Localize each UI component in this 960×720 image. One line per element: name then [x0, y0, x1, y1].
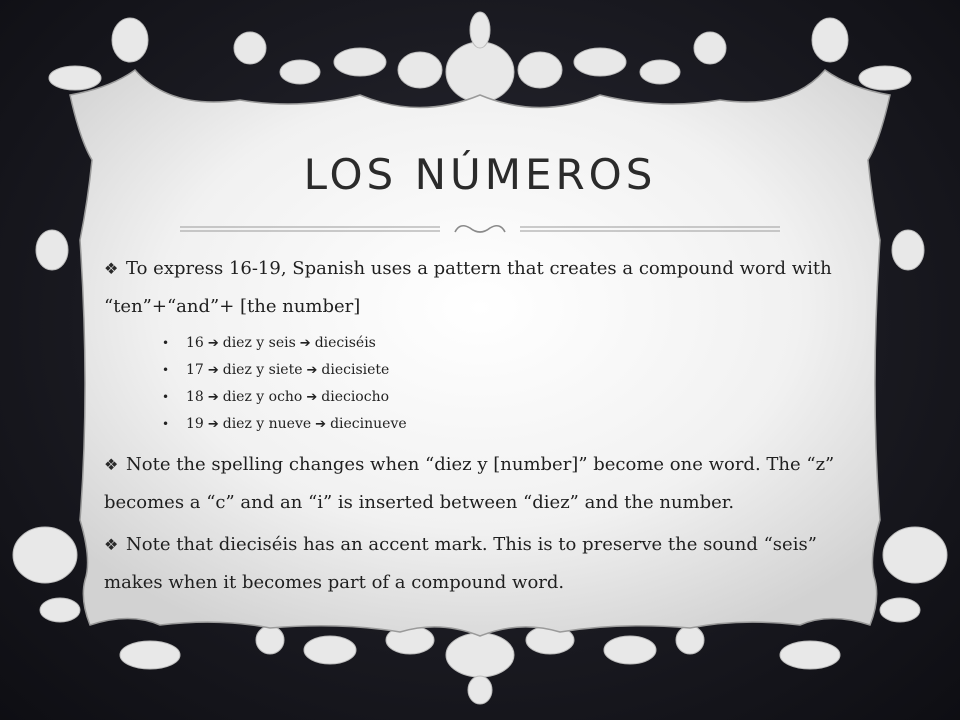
right-arrow-icon: ➔: [207, 363, 219, 378]
bullet-dot-icon: •: [162, 390, 170, 404]
bullet-3: [104, 526, 844, 602]
bullet-2-text: Note the spelling changes when “diez y [number]” become one word. The “z” becomes a “c” and an “i” is inserted between “diez” and the number.: [104, 454, 835, 513]
diamond-ornament-icon: ❖: [104, 535, 119, 554]
diamond-ornament-icon: ❖: [104, 455, 119, 474]
bullet-1: [104, 250, 844, 326]
right-arrow-icon: ➔: [315, 417, 327, 432]
list-item: • 19 ➔ diez y nueve ➔ diecinueve: [104, 411, 844, 438]
right-arrow-icon: ➔: [207, 417, 219, 432]
right-arrow-icon: ➔: [299, 336, 311, 351]
title-divider: [180, 220, 780, 240]
slide-title: LOS NÚMEROS: [303, 150, 657, 199]
number-list: [104, 330, 844, 438]
bottom-flourish: [120, 626, 840, 704]
bullet-3-text: Note that dieciséis has an accent mark. This is to preserve the sound “seis” makes when it becomes part of a compound word.: [104, 534, 817, 593]
bullet-1-text: To express 16-19, Spanish uses a pattern that creates a compound word with “ten”+“and”+ [the number]: [104, 258, 832, 317]
list-item: • 16 ➔ diez y seis ➔ dieciséis: [104, 330, 844, 357]
right-arrow-icon: ➔: [306, 390, 318, 405]
bullet-dot-icon: •: [162, 417, 170, 431]
list-item: • 17 ➔ diez y siete ➔ diecisiete: [104, 357, 844, 384]
bullet-dot-icon: •: [162, 336, 170, 350]
right-arrow-icon: ➔: [207, 390, 219, 405]
bullet-dot-icon: •: [162, 363, 170, 377]
diamond-ornament-icon: ❖: [104, 259, 119, 278]
bullet-2: [104, 446, 844, 522]
slide-content: [104, 250, 844, 606]
list-item: • 18 ➔ diez y ocho ➔ dieciocho: [104, 384, 844, 411]
right-arrow-icon: ➔: [207, 336, 219, 351]
scroll-flourish-icon: [455, 226, 505, 232]
top-flourish: [49, 12, 911, 102]
right-arrow-icon: ➔: [306, 363, 318, 378]
